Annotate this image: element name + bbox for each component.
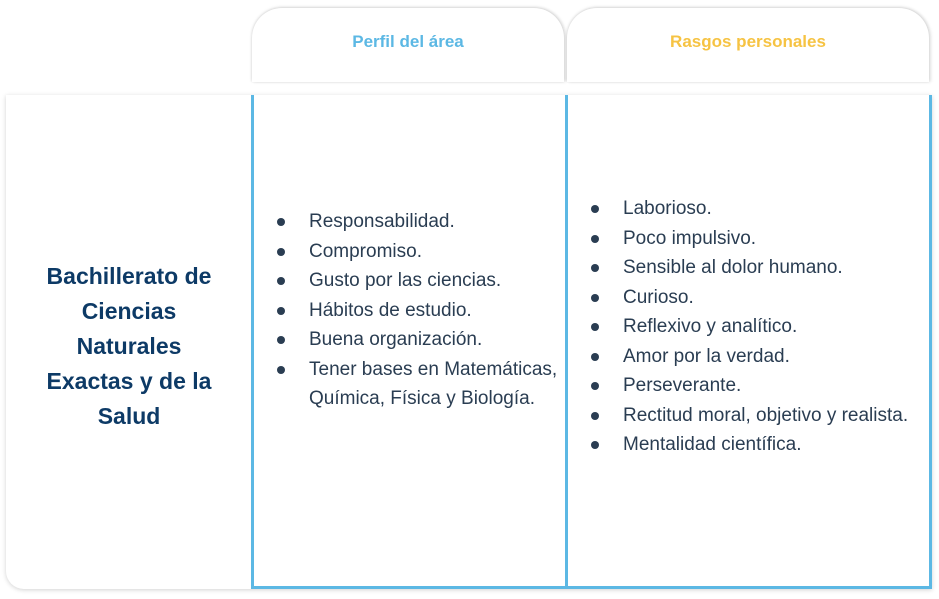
- program-title-line: Exactas y de la: [46, 367, 212, 394]
- header-rasgos-personales: [567, 8, 929, 82]
- rasgos-cell: [565, 95, 932, 589]
- program-title-line: Salud: [97, 402, 161, 429]
- rasgos-list-item: Laborioso.: [588, 194, 923, 224]
- perfil-list: [274, 207, 564, 414]
- header-perfil-label: Perfil del área: [352, 32, 464, 51]
- perfil-list-item: Responsabilidad.: [274, 207, 564, 237]
- rasgos-list-item: Reflexivo y analítico.: [588, 312, 923, 342]
- perfil-cell: [251, 95, 568, 589]
- header-rasgos-label: Rasgos personales: [670, 32, 826, 51]
- rasgos-list-item: Mentalidad científica.: [588, 430, 923, 460]
- rasgos-list-item: Perseverante.: [588, 371, 923, 401]
- perfil-list-item: Tener bases en Matemáticas, Química, Física y Biología.: [274, 355, 564, 414]
- program-title: [19, 259, 239, 434]
- rasgos-list-item: Curioso.: [588, 283, 923, 313]
- rasgos-list-item: Sensible al dolor humano.: [588, 253, 923, 283]
- program-cell: [6, 95, 252, 589]
- program-title-line: Naturales: [76, 332, 182, 359]
- perfil-list-item: Buena organización.: [274, 325, 564, 355]
- program-title-line: Ciencias: [81, 297, 177, 324]
- perfil-list-item: Hábitos de estudio.: [274, 296, 564, 326]
- rasgos-list-item: Poco impulsivo.: [588, 224, 923, 254]
- rasgos-list-item: Rectitud moral, objetivo y realista.: [588, 401, 923, 431]
- perfil-list-item: Gusto por las ciencias.: [274, 266, 564, 296]
- rasgos-list: [588, 194, 923, 460]
- rasgos-list-item: Amor por la verdad.: [588, 342, 923, 372]
- header-perfil-del-area: [252, 8, 564, 82]
- perfil-list-item: Compromiso.: [274, 237, 564, 267]
- program-title-line: Bachillerato de: [46, 262, 212, 289]
